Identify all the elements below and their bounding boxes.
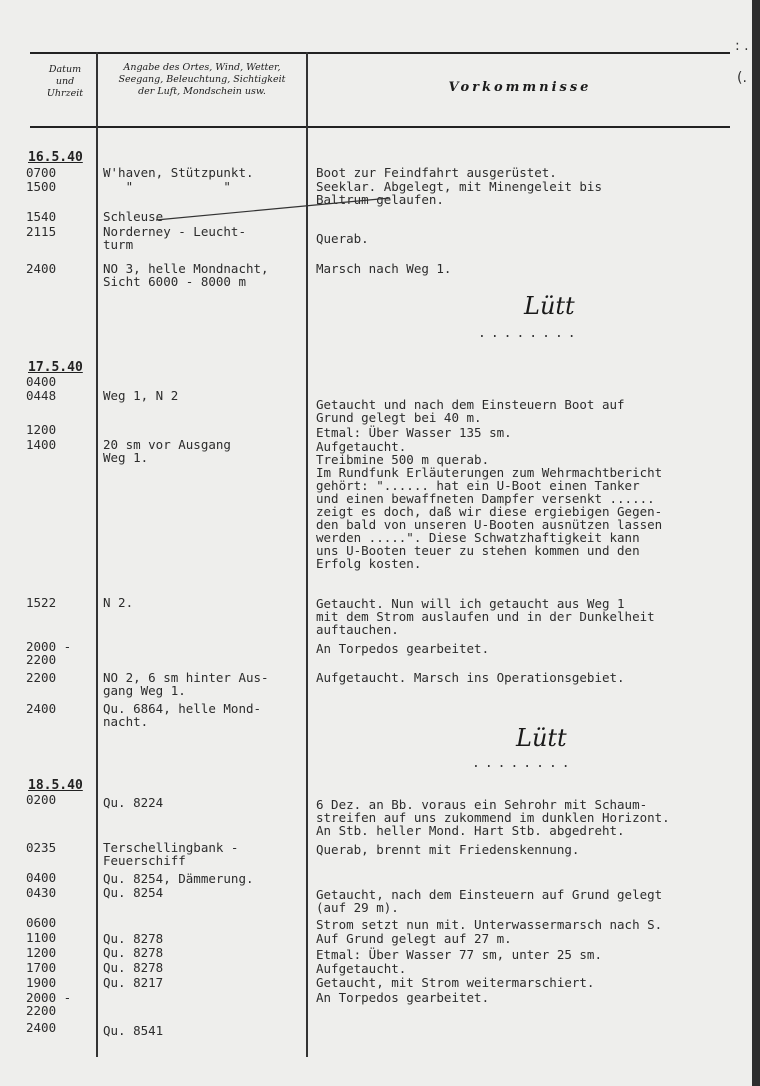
entry-time: 0700 [26, 165, 57, 180]
entry-event: Strom setzt nun mit. Unterwassermarsch nach S. [316, 917, 663, 932]
entry-location: Qu. 8278 [103, 931, 164, 946]
entry-location: Qu. 8278 [103, 945, 164, 960]
entry-location: W'haven, Stützpunkt. [103, 165, 254, 180]
entry-time: 0400 [26, 374, 57, 389]
entry-time: 1900 [26, 975, 57, 990]
entry-time: 1200 [26, 945, 57, 960]
entry-time: 2400 [26, 701, 57, 716]
entry-event: Getaucht, nach dem Einsteuern auf Grund gelegt (auf 29 m). [316, 887, 663, 915]
entry-location: Norderney - Leucht- turm [103, 224, 246, 252]
entry-time: 0430 [26, 885, 57, 900]
entry-event: Seeklar. Abgelegt, mit Minengeleit bis Baltrum gelaufen. [316, 179, 602, 207]
table-top-rule [30, 52, 730, 54]
entry-time: 1400 [26, 437, 57, 452]
entry-time: 0400 [26, 870, 57, 885]
signature-dots: ........ [478, 326, 581, 341]
header-location-weather: Angabe des Ortes, Wind, Wetter, Seegang, Beleuchtung, Sichtigkeit der Luft, Mondschein usw. [118, 62, 286, 97]
entry-event: Etmal: Über Wasser 135 sm. [316, 425, 512, 440]
entry-event: Aufgetaucht. Treibmine 500 m querab. Im Rundfunk Erläuterungen zum Wehrmachtbericht gehört: "...... hat ein U-Boot einen Tanker und einen bewaffneten Dampfer versenkt ...... zeigt es doch, daß wir diese ergiebigen Gegen- den bald von unseren U-Booten ausnützen lassen werden .....". Diese Schwatzhaftigkeit kann uns U-Booten teuer zu stehen kommen und den Erfolg kosten. [316, 439, 663, 571]
entry-location: Terschellingbank - Feuerschiff [103, 840, 239, 868]
entry-time: 2200 [26, 670, 57, 685]
entry-location: " " [103, 179, 231, 194]
entry-event: An Torpedos gearbeitet. [316, 641, 490, 656]
entry-time: 2000 - 2200 [26, 990, 72, 1018]
entry-location: Qu. 8541 [103, 1023, 164, 1038]
table-header-rule [30, 126, 730, 128]
entry-location: Qu. 8254, Dämmerung. [103, 871, 254, 886]
entry-time: 1100 [26, 930, 57, 945]
entry-time: 2000 - 2200 [26, 639, 72, 667]
entry-time: 1700 [26, 960, 57, 975]
entry-event: Getaucht, mit Strom weitermarschiert. [316, 975, 595, 990]
entry-time: 2115 [26, 224, 57, 239]
entry-location: NO 2, 6 sm hinter Aus- gang Weg 1. [103, 670, 269, 698]
entry-event: Aufgetaucht. Marsch ins Operationsgebiet. [316, 670, 625, 685]
entry-event: Etmal: Über Wasser 77 sm, unter 25 sm. [316, 947, 602, 962]
entry-time: 1540 [26, 209, 57, 224]
entry-time: 0600 [26, 915, 57, 930]
entry-time: 1500 [26, 179, 57, 194]
entry-location: Qu. 8254 [103, 885, 164, 900]
margin-mark-right: (. [737, 70, 747, 86]
entry-location: Schleuse [103, 209, 164, 224]
signature: Lütt [516, 724, 567, 752]
entry-event: Querab, brennt mit Friedenskennung. [316, 842, 580, 857]
scan-edge-shadow [752, 0, 760, 1086]
entry-time: 1522 [26, 595, 57, 610]
signature-dots: ........ [472, 756, 575, 771]
margin-mark-top: : . [735, 38, 749, 54]
entry-time: 0448 [26, 388, 57, 403]
entry-location: Weg 1, N 2 [103, 388, 179, 403]
entry-event: Querab. [316, 231, 369, 246]
entry-time: 2400 [26, 1020, 57, 1035]
header-date-time: Datum und Uhrzeit [46, 64, 84, 99]
entry-location: NO 3, helle Mondnacht, Sicht 6000 - 8000 m [103, 261, 269, 289]
entry-location: N 2. [103, 595, 134, 610]
entry-event: 6 Dez. an Bb. voraus ein Sehrohr mit Schaum- streifen auf uns zukommend im dunklen Horizont. An Stb. heller Mond. Hart Stb. abgedreht. [316, 797, 670, 838]
section-date: 16.5.40 [28, 150, 83, 165]
entry-event: Aufgetaucht. [316, 961, 407, 976]
entry-event: Boot zur Feindfahrt ausgerüstet. [316, 165, 557, 180]
entry-time: 0200 [26, 792, 57, 807]
section-date: 17.5.40 [28, 360, 83, 375]
entry-location: Qu. 8217 [103, 975, 164, 990]
signature: Lütt [524, 292, 575, 320]
column-divider-1 [96, 52, 98, 1057]
entry-time: 2400 [26, 261, 57, 276]
handwritten-arrow-line [150, 194, 400, 224]
entry-time: 1200 [26, 422, 57, 437]
entry-event: Auf Grund gelegt auf 27 m. [316, 931, 512, 946]
entry-event: Marsch nach Weg 1. [316, 261, 452, 276]
entry-event: An Torpedos gearbeitet. [316, 990, 490, 1005]
entry-location: Qu. 8224 [103, 795, 164, 810]
section-date: 18.5.40 [28, 778, 83, 793]
entry-event: Getaucht. Nun will ich getaucht aus Weg 1 mit dem Strom auslaufen und in der Dunkelheit auftauchen. [316, 596, 655, 637]
header-events: Vorkommnisse [448, 80, 592, 95]
entry-location: 20 sm vor Ausgang Weg 1. [103, 437, 231, 465]
entry-location: Qu. 8278 [103, 960, 164, 975]
entry-time: 0235 [26, 840, 57, 855]
entry-location: Qu. 6864, helle Mond- nacht. [103, 701, 262, 729]
entry-event: Getaucht und nach dem Einsteuern Boot auf Grund gelegt bei 40 m. [316, 397, 625, 425]
